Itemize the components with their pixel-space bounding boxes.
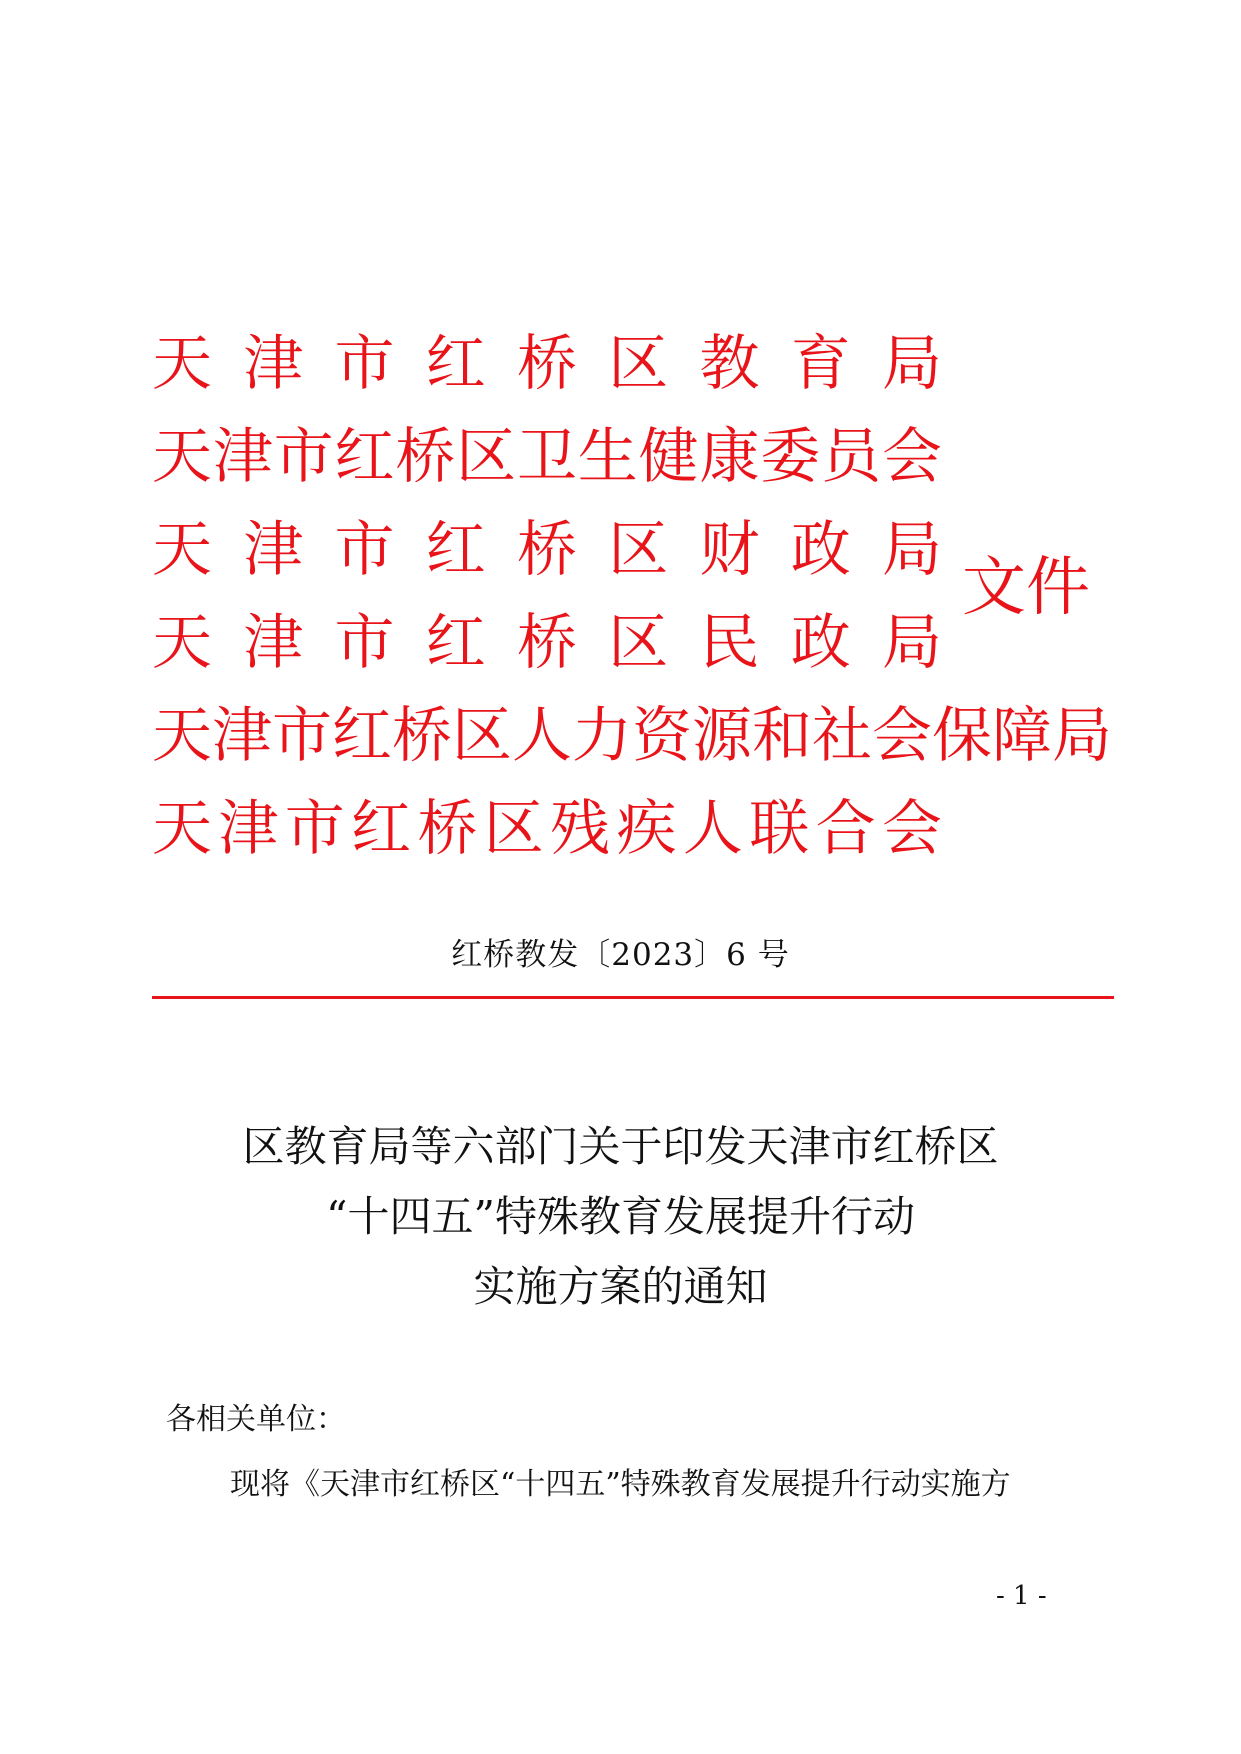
issuer-char: 康: [699, 422, 760, 492]
issuer-char: 红: [425, 515, 486, 585]
issuer-char: 区: [456, 422, 517, 492]
issuer-char: 生: [577, 422, 638, 492]
document-number: 红桥教发〔2023〕6 号: [451, 937, 790, 973]
issuer-char: 市: [334, 515, 395, 585]
issuer-char: 桥: [517, 608, 577, 678]
issuer-char: 天: [152, 794, 212, 864]
issuer-char: 局: [882, 329, 942, 399]
issuer-char: 保: [932, 701, 992, 771]
issuer-char: 和: [752, 701, 812, 771]
issuer-char: 津: [218, 794, 279, 864]
issuer-char: 天: [152, 329, 212, 399]
issuer-char: 局: [882, 515, 942, 585]
issuer-char: 天: [152, 422, 212, 492]
issuer-char: 员: [821, 422, 882, 492]
document-type-suffix: 文件: [962, 551, 1090, 625]
issuer-char: 桥: [417, 794, 478, 864]
issuer-char: 区: [483, 794, 544, 864]
issuer-char: 天: [152, 515, 212, 585]
issuer-char: 桥: [392, 701, 452, 771]
issuer-char: 区: [608, 608, 669, 678]
issuer-char: 局: [882, 608, 942, 678]
issuer-char: 桥: [395, 422, 456, 492]
issuer-human-resources-bureau: [152, 690, 1112, 783]
issuer-char: 资: [632, 701, 692, 771]
document-title: [0, 1112, 1241, 1322]
issuer-char: 天: [152, 608, 212, 678]
issuer-char: 合: [815, 794, 876, 864]
body-paragraph: 现将《天津市红桥区“十四五”特殊教育发展提升行动实施方: [230, 1467, 1011, 1502]
issuer-char: 局: [1052, 701, 1112, 771]
issuer-char: 财: [699, 515, 760, 585]
issuer-disabled-persons-federation: [152, 783, 942, 876]
issuer-char: 健: [638, 422, 699, 492]
issuer-char: 力: [572, 701, 632, 771]
issuer-char: 区: [452, 701, 512, 771]
issuer-char: 桥: [517, 329, 577, 399]
issuer-civil-affairs-bureau: [152, 597, 942, 690]
issuer-char: 卫: [516, 422, 577, 492]
issuer-char: 红: [425, 329, 486, 399]
issuer-char: 人: [512, 701, 572, 771]
issuer-education-bureau: [152, 318, 942, 411]
issuer-char: 红: [351, 794, 412, 864]
issuer-char: 联: [749, 794, 810, 864]
issuer-char: 津: [212, 701, 272, 771]
issuer-char: 社: [812, 701, 872, 771]
page-number: - 1 -: [996, 1581, 1047, 1611]
issuer-char: 津: [212, 422, 273, 492]
issuer-char: 政: [790, 515, 851, 585]
issuer-char: 疾: [616, 794, 677, 864]
title-line-1: 区教育局等六部门关于印发天津市红桥区: [242, 1122, 999, 1171]
issuer-char: 市: [284, 794, 345, 864]
issuer-char: 会: [881, 422, 942, 492]
salutation: 各相关单位：: [166, 1402, 346, 1437]
issuer-char: 津: [243, 515, 304, 585]
title-line-3: 实施方案的通知: [473, 1262, 768, 1311]
issuer-char: 市: [334, 329, 395, 399]
issuer-char: 红: [332, 701, 392, 771]
issuer-health-commission: [152, 411, 942, 504]
issuer-char: 津: [243, 608, 304, 678]
issuer-char: 市: [273, 422, 334, 492]
issuer-char: 源: [692, 701, 752, 771]
issuer-char: 教: [699, 329, 760, 399]
issuer-char: 育: [790, 329, 851, 399]
title-line-2: “十四五”特殊教育发展提升行动: [326, 1192, 915, 1241]
issuer-char: 人: [682, 794, 743, 864]
issuer-char: 委: [760, 422, 821, 492]
issuer-char: 残: [550, 794, 611, 864]
issuer-char: 桥: [517, 515, 577, 585]
issuer-char: 政: [790, 608, 851, 678]
issuer-char: 市: [272, 701, 332, 771]
issuer-char: 红: [334, 422, 395, 492]
issuer-char: 津: [243, 329, 304, 399]
issuer-char: 天: [152, 701, 212, 771]
red-divider-line: [152, 996, 1114, 999]
issuer-char: 区: [608, 515, 669, 585]
issuer-char: 障: [992, 701, 1052, 771]
issuer-char: 民: [699, 608, 760, 678]
issuer-char: 会: [872, 701, 932, 771]
issuer-char: 市: [334, 608, 395, 678]
issuer-char: 红: [425, 608, 486, 678]
issuer-char: 会: [881, 794, 942, 864]
issuer-char: 区: [608, 329, 669, 399]
issuer-finance-bureau: [152, 504, 942, 597]
